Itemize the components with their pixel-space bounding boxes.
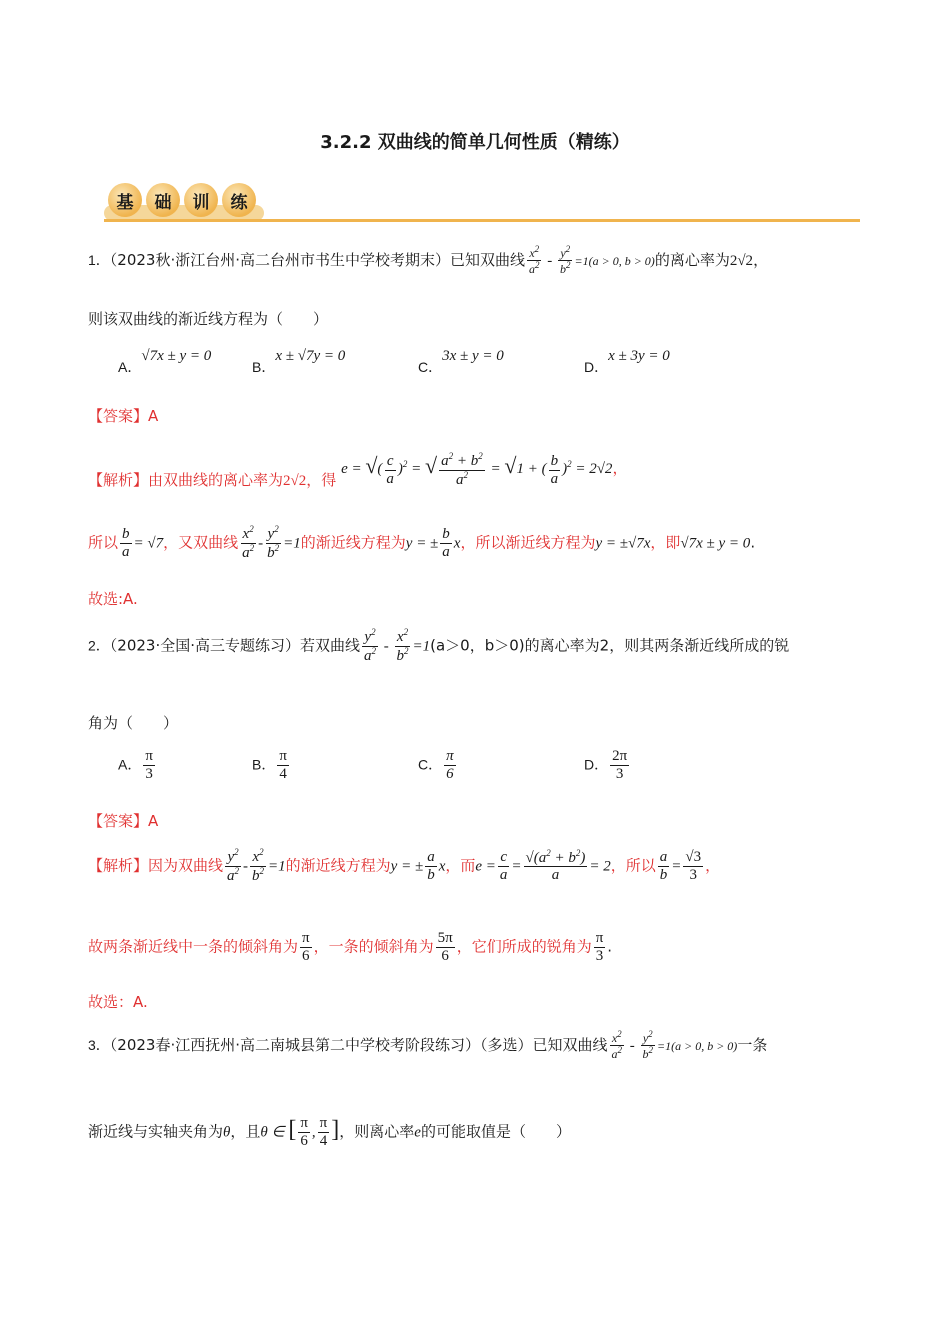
q1-ecc-derivation: e = √( $\frac{c}{a}$ )$^2$ = √ $\frac{a^2 + b^2}{a^2}$ = √1 + ( $\frac{b}{a}$ )$^2$ = 2√2 — [341, 451, 613, 488]
q2-option-b[interactable]: B． $\frac{\pi}{4}$ — [252, 748, 287, 782]
q1-answer: 【答案】A — [88, 407, 159, 425]
q2-option-a[interactable]: A． $\frac{\pi}{3}$ — [118, 748, 153, 782]
q1-conclusion: 故选:A. — [88, 590, 138, 608]
q1-option-b[interactable]: B．x ± √7y = 0 — [252, 348, 346, 375]
q2-option-d[interactable]: D． $\frac{2\pi}{3}$ — [584, 748, 628, 782]
q2-answer: 【答案】A — [88, 812, 159, 830]
q1-option-d[interactable]: D．x ± 3y = 0 — [584, 348, 670, 375]
q1-stem-line2: 则该双曲线的渐近线方程为（ ） — [88, 310, 329, 328]
q1-analysis-line2: 所以 $\frac{b}{a}$ = √7，又双曲线 $\frac{x^2}{a^2}$ - $\frac{y^2}{b^2}$ =1的渐近线方程为y = ± $\frac{b}{a}$ x，所以渐近线方程为y = ±√7x，即√7x ± y = 0. — [88, 524, 756, 561]
q1-analysis-line1: 【解析】由双曲线的离心率为2√2，得 e = √( $\frac{c}{a}$ )$^2$ = √ $\frac{a^2 + b^2}{a^2}$ = √1 + ( $\frac{b}{a}$ )$^2$ = 2√2， — [88, 451, 628, 490]
q3-stem-line2: 渐近线与实轴夹角为θ，且θ ∈ [ $\frac{\pi}{6}$ , $\frac{\pi}{4}$ ]，则离心率e的可能取值是（ ） — [88, 1115, 571, 1149]
q3-stem-line1: 3．（2023春·江西抚州·高二南城县第二中学校考阶段练习）（多选）已知双曲线 $\frac{x^2}{a^2}$ - $\frac{y^2}{b^2}$ =1(a > 0, b > 0)一条 — [88, 1029, 768, 1062]
section-banner — [104, 183, 264, 223]
q2-stem-line2: 角为（ ） — [88, 714, 179, 732]
banner-char-4: 练 — [222, 183, 256, 217]
q1-stem-line1: 1．（2023秋·浙江台州·高二台州市书生中学校考期末）已知双曲线 $\frac{x^2}{a^2}$ - $\frac{y^2}{b^2}$ =1(a > 0, b > 0)的离心率为2√2， — [88, 244, 769, 277]
banner-char-1: 基 — [108, 183, 142, 217]
page-title: 3.2.2 双曲线的简单几何性质（精练） — [320, 132, 630, 153]
q1-option-a[interactable]: A．√7x ± y = 0 — [118, 348, 212, 375]
q2-option-c[interactable]: C． $\frac{\pi}{6}$ — [418, 748, 454, 782]
q2-stem-line1: 2．（2023·全国·高三专题练习）若双曲线 $\frac{y^2}{a^2}$ - $\frac{x^2}{b^2}$ =1(a＞0，b＞0)的离心率为2，则其两条渐近线所成的锐 — [88, 627, 790, 664]
banner-char-3: 训 — [184, 183, 218, 217]
q1-option-c[interactable]: C．3x ± y = 0 — [418, 348, 504, 375]
q2-analysis-line1: 【解析】因为双曲线 $\frac{y^2}{a^2}$ - $\frac{x^2}{b^2}$ =1的渐近线方程为y = ± $\frac{a}{b}$ x，而e = $\frac{c}{a}$ = $\frac{√(a^2 + b^2)}{a}$ = 2，所以 $\frac{a}{b}$ = $\frac{√3}{3}$ ， — [88, 847, 721, 884]
q2-analysis-line2: 故两条渐近线中一条的倾斜角为 $\frac{\pi}{6}$ ，一条的倾斜角为 $\frac{5\pi}{6}$ ，它们所成的锐角为 $\frac{\pi}{3}$ . — [88, 930, 613, 964]
section-rule — [104, 219, 860, 222]
q1-frac-y: $\frac{y^2}{b^2}$ — [560, 244, 571, 277]
banner-char-2: 础 — [146, 183, 180, 217]
q1-frac-x: $\frac{x^2}{a^2}$ — [529, 244, 540, 277]
q2-conclusion: 故选：A. — [88, 993, 148, 1011]
